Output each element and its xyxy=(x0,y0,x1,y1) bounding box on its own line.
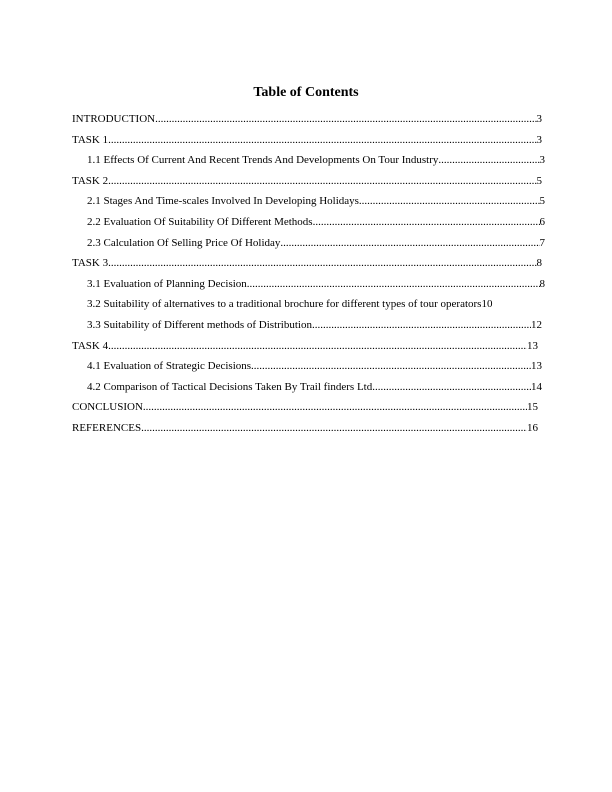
toc-entry-3-3[interactable] xyxy=(72,319,542,340)
toc-dot-leader xyxy=(108,257,536,270)
toc-entry-label: 2.2 Evaluation Of Suitability Of Different Methods xyxy=(87,215,313,228)
toc-entry-page: 3 xyxy=(536,133,542,146)
toc-dot-leader xyxy=(313,216,540,229)
toc-entry-2-2[interactable] xyxy=(72,216,545,237)
toc-entry-label: 3.1 Evaluation of Planning Decision xyxy=(87,277,247,290)
toc-entry-label: 1.1 Effects Of Current And Recent Trends And Developments On Tour Industry xyxy=(87,154,439,167)
toc-dot-leader xyxy=(108,134,536,147)
toc-dot-leader xyxy=(280,237,539,250)
toc-dot-leader xyxy=(251,360,531,373)
toc-entry-label: INTRODUCTION xyxy=(72,113,156,125)
toc-entry-label: REFERENCES xyxy=(72,421,142,434)
toc-entry-page: 5 xyxy=(536,174,542,187)
toc-entry-label: TASK 4 xyxy=(72,339,109,352)
toc-dot-leader xyxy=(108,340,527,353)
toc-entry-label: 3.3 Suitability of Different methods of Distribution xyxy=(87,318,312,331)
toc-list xyxy=(72,113,545,443)
toc-entry-task-4[interactable] xyxy=(72,340,538,361)
toc-entry-page: 12 xyxy=(531,318,542,331)
toc-entry-label: TASK 1 xyxy=(72,133,109,146)
toc-entry-page: 14 xyxy=(531,380,542,393)
toc-entry-label: TASK 3 xyxy=(72,257,109,270)
toc-dot-leader xyxy=(312,319,531,332)
toc-entry-4-2[interactable] xyxy=(72,381,542,402)
toc-dot-leader xyxy=(141,422,527,435)
toc-entry-page: 8 xyxy=(536,257,542,270)
toc-entry-label: 2.3 Calculation Of Selling Price Of Holiday xyxy=(87,236,281,249)
toc-dot-leader xyxy=(372,381,531,394)
toc-entry-page: 3 xyxy=(536,113,542,125)
toc-entry-page: 16 xyxy=(527,421,538,434)
toc-entry-page: 13 xyxy=(527,339,538,352)
toc-entry-3-2[interactable] xyxy=(72,298,545,319)
toc-entry-2-1[interactable] xyxy=(72,195,545,216)
toc-entry-references[interactable] xyxy=(72,422,538,443)
toc-entry-page: 10 xyxy=(481,298,493,311)
toc-entry-3-1[interactable] xyxy=(72,278,545,299)
toc-entry-page: 7 xyxy=(539,236,545,249)
toc-entry-2-3[interactable] xyxy=(72,237,545,258)
toc-entry-page: 8 xyxy=(539,277,545,290)
toc-entry-page: 3 xyxy=(539,154,545,167)
toc-entry-label: TASK 2 xyxy=(72,174,109,187)
toc-dot-leader xyxy=(143,401,527,414)
toc-dot-leader xyxy=(438,154,539,167)
toc-entry-page: 13 xyxy=(531,360,542,373)
toc-title: Table of Contents xyxy=(253,85,359,100)
toc-entry-label: CONCLUSION xyxy=(72,401,143,414)
toc-entry-label: 3.2 Suitability of alternatives to a traditional brochure for different types of tour operators xyxy=(87,298,482,311)
toc-entry-page: 5 xyxy=(539,195,545,208)
toc-entry-task-1[interactable] xyxy=(72,134,542,155)
toc-entry-label: 4.2 Comparison of Tactical Decisions Taken By Trail finders Ltd xyxy=(87,380,373,393)
toc-entry-page: 6 xyxy=(539,215,545,228)
toc-entry-page: 15 xyxy=(527,401,538,414)
toc-dot-leader xyxy=(247,278,540,291)
toc-entry-introduction[interactable] xyxy=(72,113,542,134)
toc-entry-task-3[interactable] xyxy=(72,257,542,278)
toc-entry-label: 4.1 Evaluation of Strategic Decisions xyxy=(87,360,252,373)
toc-entry-label: 2.1 Stages And Time-scales Involved In Developing Holidays xyxy=(87,195,359,208)
toc-entry-4-1[interactable] xyxy=(72,360,542,381)
toc-dot-leader xyxy=(108,175,536,188)
toc-entry-conclusion[interactable] xyxy=(72,401,538,422)
toc-dot-leader xyxy=(155,113,536,126)
toc-dot-leader xyxy=(359,195,540,208)
toc-entry-task-2[interactable] xyxy=(72,175,542,196)
toc-entry-1-1[interactable] xyxy=(72,154,545,175)
